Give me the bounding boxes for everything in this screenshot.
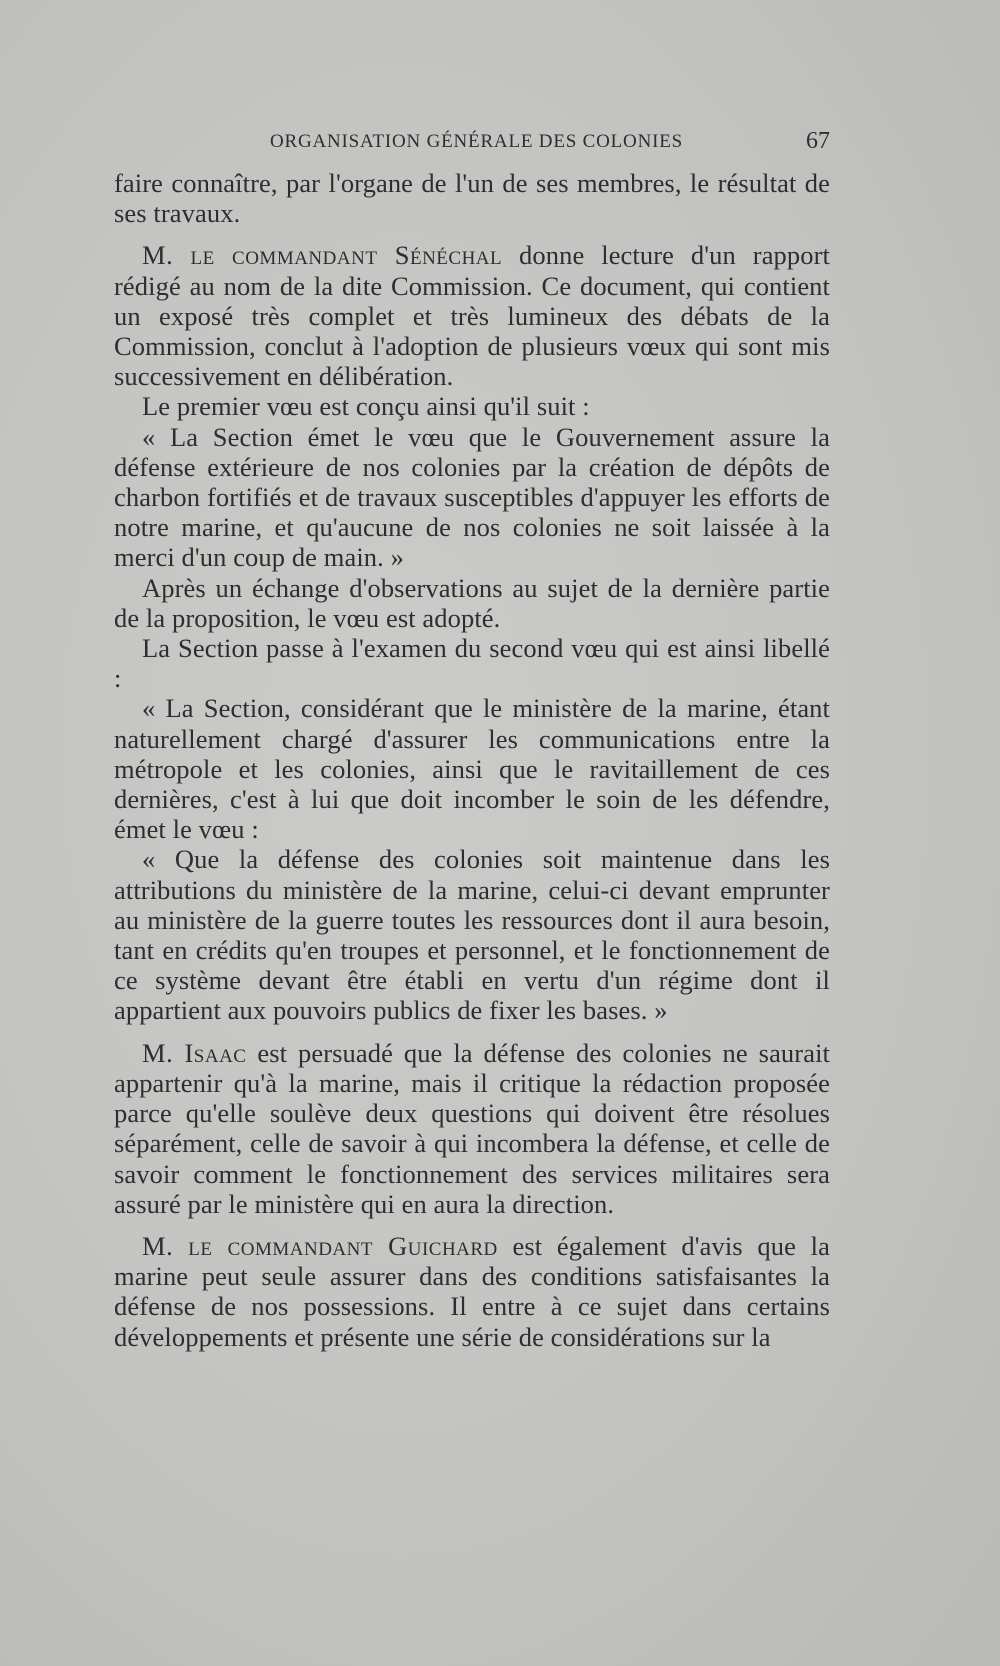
paragraph-isaac xyxy=(114,1038,830,1219)
paragraph-text: Le premier vœu est conçu ainsi qu'il suit : xyxy=(142,391,590,422)
paragraph-text: La Section passe à l'examen du second vœu qui est ainsi libellé : xyxy=(114,633,830,694)
paragraph-continuation xyxy=(114,168,830,228)
paragraph-text: est également d'avis que la marine peut seule assurer dans des conditions satisfaisantes la défense de nos possessions. Il entre à ce sujet dans certains développements et présente une série de considérations sur la xyxy=(114,1230,830,1352)
paragraph-text: « Que la défense des colonies soit maintenue dans les attributions du ministère de la marine, celui-ci devant emprunter au ministère de la guerre toutes les ressources dont il aura besoin, tant en crédits qu'en troupes et personnel, et le fonctionnement de ce système devant être établi en vertu d'un régime dont il appartient aux pouvoirs publics de fixer les bases. » xyxy=(114,844,830,1026)
paragraph-text: « La Section, considérant que le ministère de la marine, étant naturellement chargé d'assurer les communications entre la métropole et les colonies, ainsi que le ravitaillement de ces dernières, c'est à lui que doit incomber le soin de les défendre, émet le vœu : xyxy=(114,693,830,845)
paragraph-first-wish-intro xyxy=(114,391,830,421)
paragraph-text: faire connaître, par l'organe de l'un de ses membres, le résultat de ses travaux. xyxy=(114,168,830,229)
speaker-name: M. Isaac xyxy=(142,1037,247,1068)
paragraph-second-wish-quote xyxy=(114,844,830,1025)
paragraph-text: est persuadé que la défense des colonies ne saurait appartenir qu'à la marine, mais il critique la rédaction proposée parce qu'elle soulève deux questions qui doivent être résolues séparément, celle de savoir à qui incombera la défense, et celle de savoir comment le fonctionnement des services militaires sera assuré par le ministère qui en aura la direction. xyxy=(114,1037,830,1219)
page-number: 67 xyxy=(806,128,830,154)
paragraph-text: Après un échange d'observations au sujet de la dernière partie de la proposition, le vœu est adopté. xyxy=(114,572,830,633)
page-header xyxy=(270,128,830,161)
speaker-name: M. le commandant Sénéchal xyxy=(142,240,503,271)
paragraph-text: donne lecture d'un rapport rédigé au nom de la dite Commission. Ce document, qui contient un exposé très complet et très lumineux des débats de la Commission, conclut à l'adoption de plusieurs vœux qui sont mis successivement en délibération. xyxy=(114,240,830,392)
paragraph-senechal xyxy=(114,240,830,391)
paragraph-text: « La Section émet le vœu que le Gouvernement assure la défense extérieure de nos colonies par la création de dépôts de charbon fortifiés et de travaux susceptibles d'appuyer les efforts de notre marine, et qu'aucune de nos colonies ne soit laissée à la merci d'un coup de main. » xyxy=(114,421,830,573)
paragraph-second-wish-considerant xyxy=(114,693,830,844)
paragraph-guichard xyxy=(114,1231,830,1352)
body-text xyxy=(114,168,830,1352)
paragraph-second-wish-intro xyxy=(114,633,830,693)
paragraph-first-wish-adopted xyxy=(114,573,830,633)
speaker-name: M. le commandant Guichard xyxy=(142,1230,498,1261)
running-head: ORGANISATION GÉNÉRALE DES COLONIES xyxy=(270,131,683,152)
paragraph-first-wish-quote xyxy=(114,422,830,573)
